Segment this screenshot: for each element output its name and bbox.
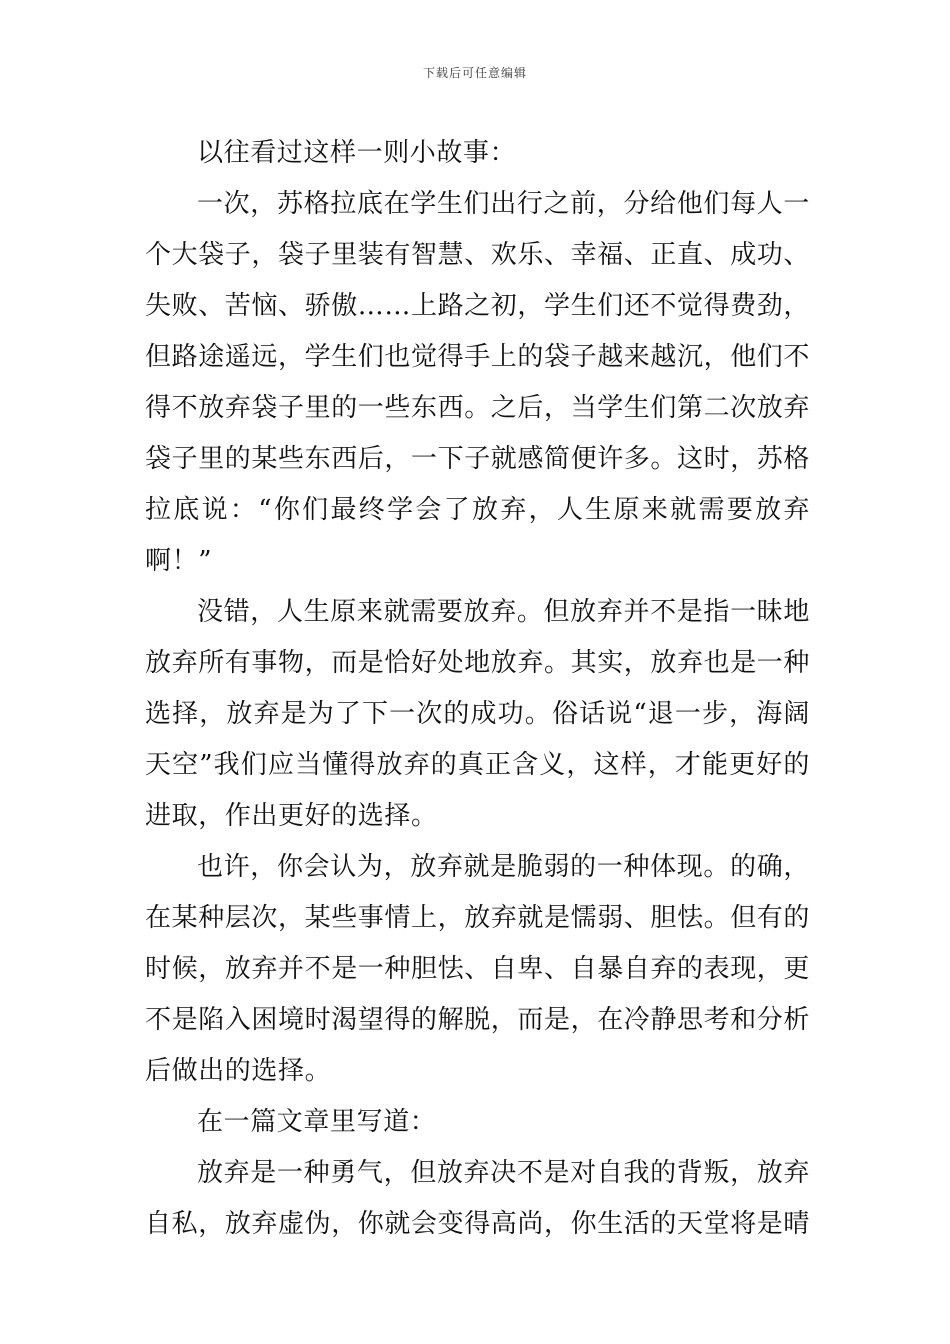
paragraph-giving-up-line: 天空”我们应当懂得放弃的真正含义，这样，才能更好的 [145,750,810,780]
paragraph-story-line: 拉底说：“你们最终学会了放弃，人生原来就需要放弃 [145,495,810,525]
paragraph-story-line: 个大袋子，袋子里装有智慧、欢乐、幸福、正直、成功、 [145,240,811,270]
paragraph-story-line: 但路途遥远，学生们也觉得手上的袋子越来越沉，他们不 [145,342,811,372]
paragraph-story-line: 得不放弃袋子里的一些东西。之后，当学生们第二次放弃 [145,393,811,423]
header-note: 下载后可任意编辑 [422,66,527,80]
paragraph-weakness-line: 时候，放弃并不是一种胆怯、自卑、自暴自弃的表现，更 [145,954,811,984]
paragraph-story-line: 啊！” [145,546,213,576]
paragraph-giving-up-line: 选择，放弃是为了下一次的成功。俗话说“退一步，海阔 [145,699,810,729]
paragraph-weakness-line: 不是陷入困境时渴望得的解脱，而是，在冷静思考和分析 [145,1005,811,1035]
paragraph-quote-intro-line: 在一篇文章里写道： [197,1107,437,1137]
paragraph-courage-line: 自私，放弃虚伪，你就会变得高尚，你生活的天堂将是晴 [145,1209,811,1239]
essay-body [145,128,810,1250]
paragraph-story-line: 袋子里的某些东西后，一下子就感简便许多。这时，苏格 [145,444,811,474]
paragraph-giving-up-line: 进取，作出更好的选择。 [145,801,438,831]
paragraph-intro-line: 以往看过这样一则小故事： [197,138,517,168]
paragraph-story-line: 一次，苏格拉底在学生们出行之前，分给他们每人一 [197,189,810,219]
paragraph-giving-up-line: 没错，人生原来就需要放弃。但放弃并不是指一昧地 [197,597,810,627]
paragraph-weakness-line: 在某种层次，某些事情上，放弃就是懦弱、胆怯。但有的 [145,903,811,933]
paragraph-weakness-line: 也许，你会认为，放弃就是脆弱的一种体现。的确， [197,852,810,882]
paragraph-giving-up-line: 放弃所有事物，而是恰好处地放弃。其实，放弃也是一种 [145,648,811,678]
paragraph-weakness-line: 后做出的选择。 [145,1056,332,1086]
paragraph-story-line: 失败、苦恼、骄傲……上路之初，学生们还不觉得费劲， [145,291,811,321]
paragraph-courage-line: 放弃是一种勇气，但放弃决不是对自我的背叛，放弃 [197,1158,810,1188]
